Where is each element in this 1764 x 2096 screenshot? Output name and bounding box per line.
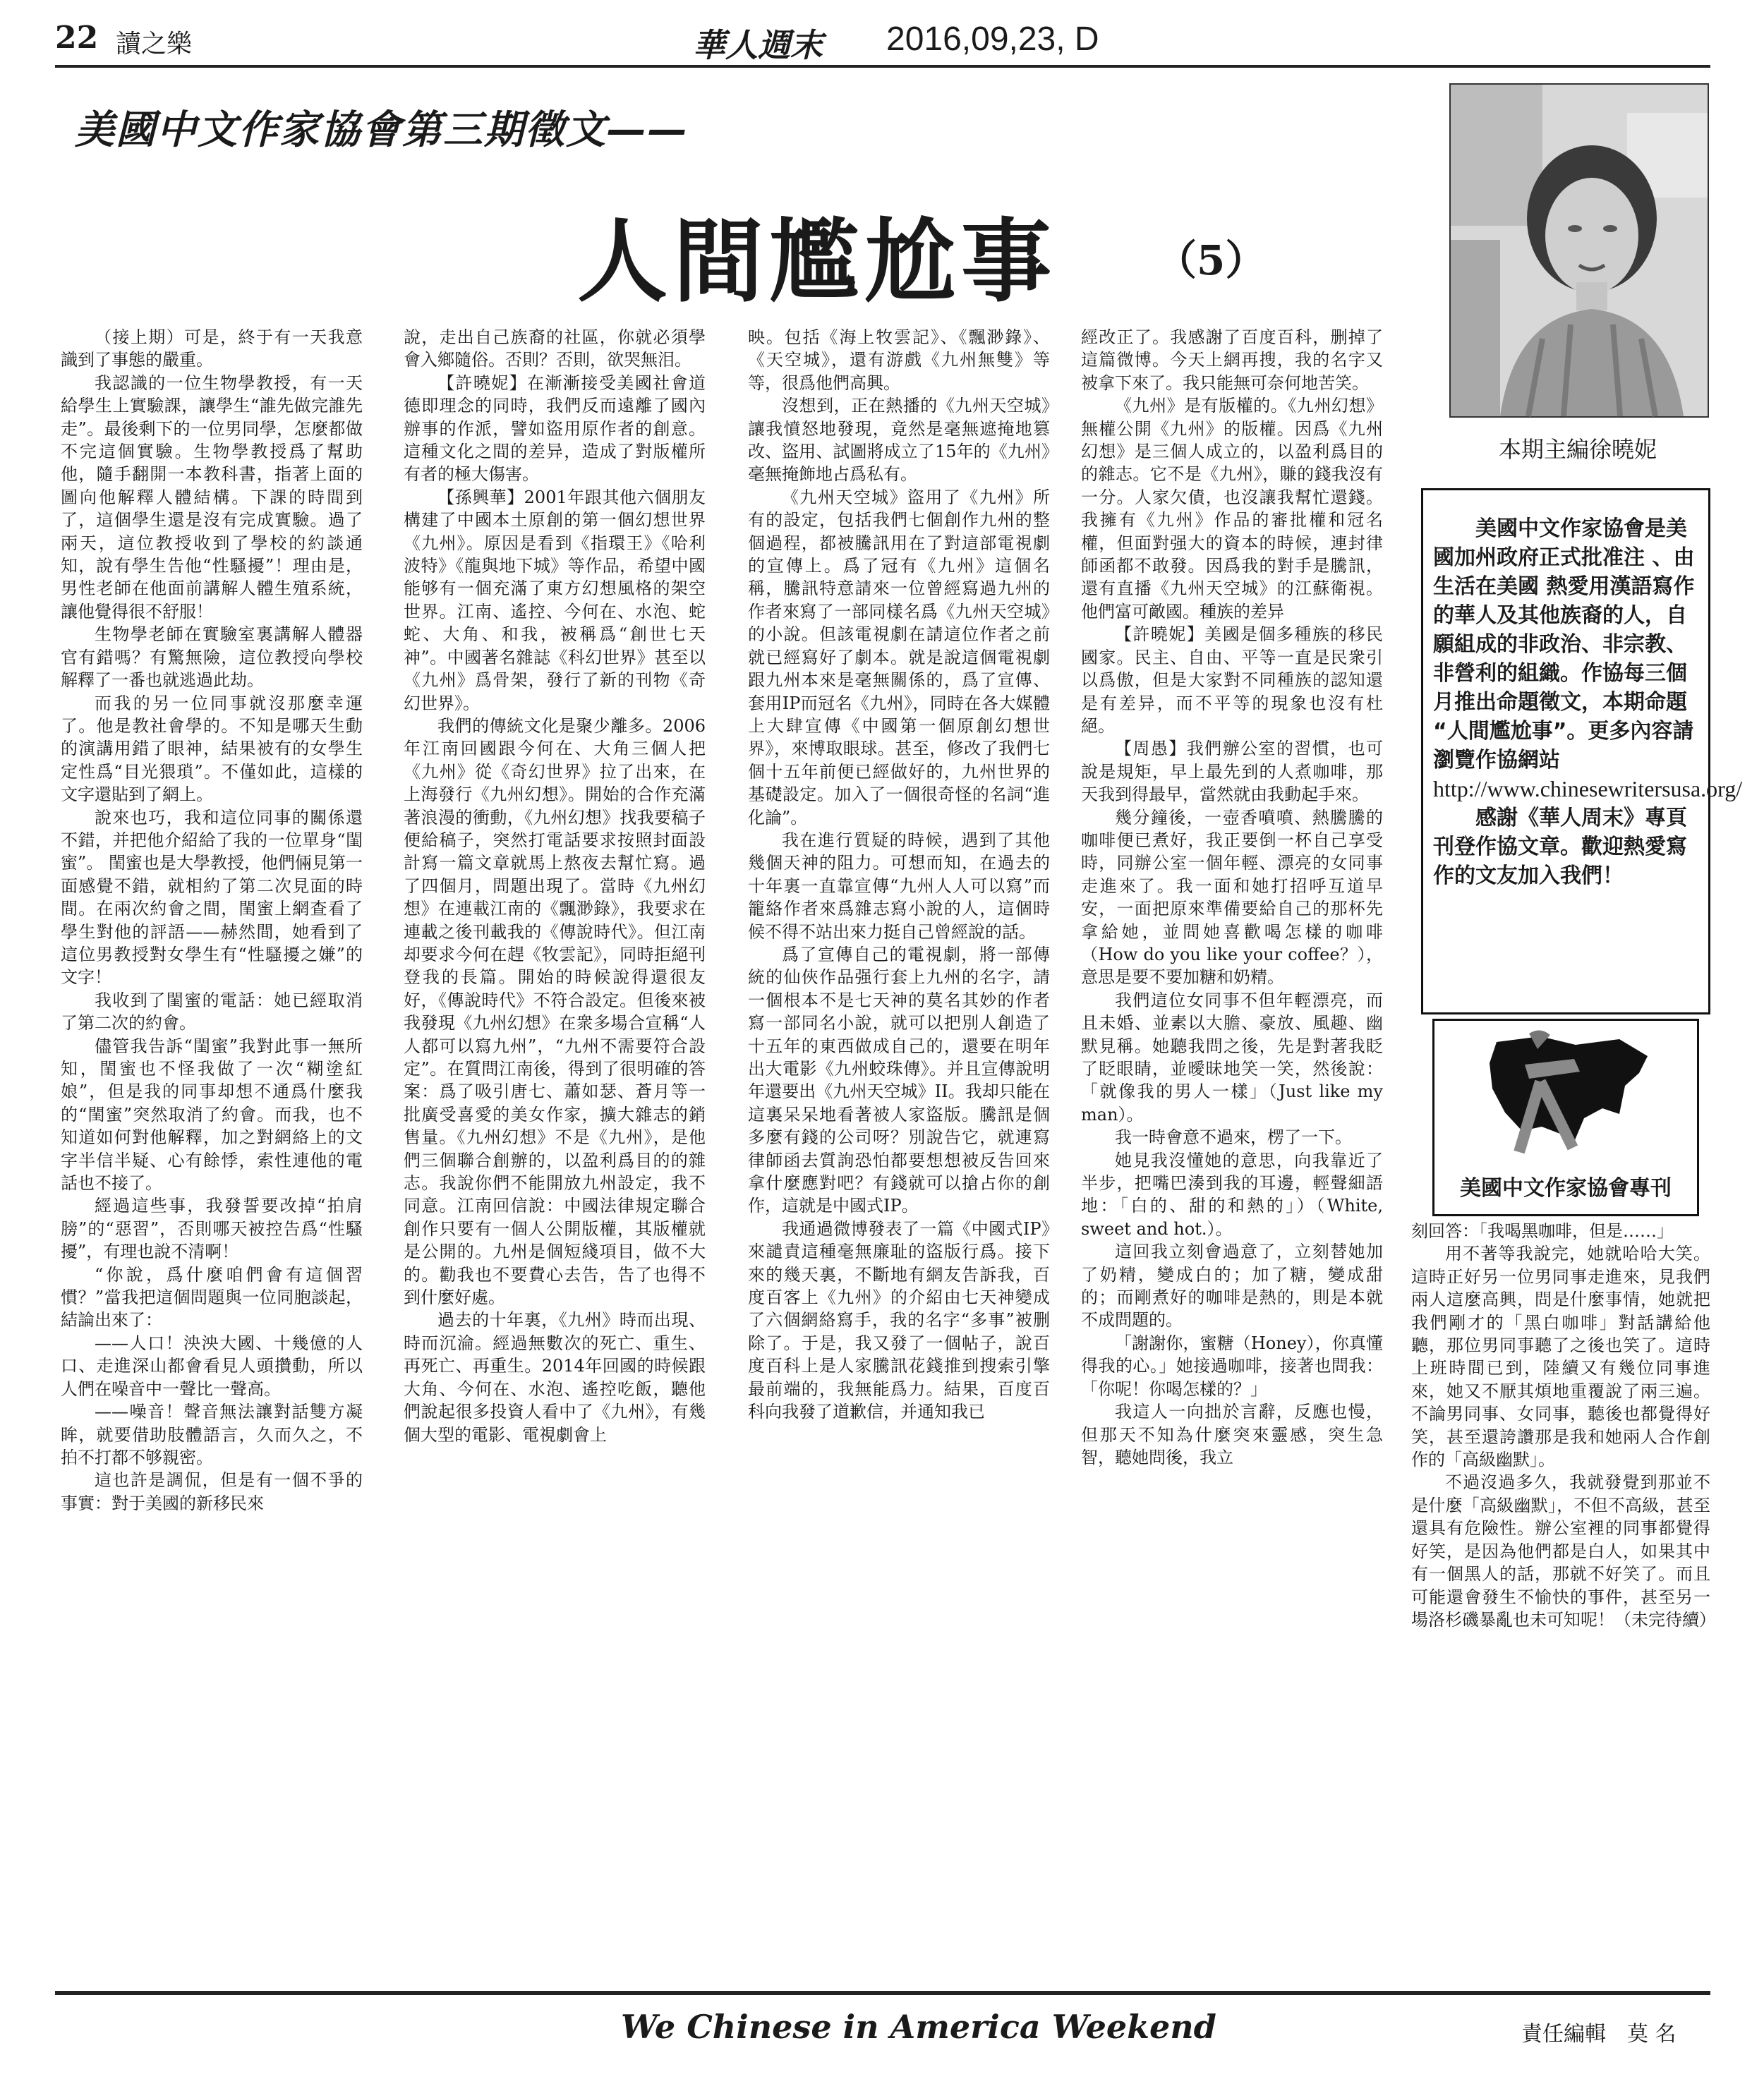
article-paragraph: 而我的另一位同事就沒那麼幸運了。他是教社會學的。不知是哪天生動的演講用錯了眼神，結果被有的女學生定性爲“目光猥瑣”。不僅如此，這樣的文字還貼到了網上。 (61, 693, 363, 805)
masthead-title: 華人週末 (693, 26, 823, 64)
article-paragraph: 這回我立刻會過意了，立刻替她加了奶精，變成白的；加了糖，變成甜的；而剛煮好的咖啡是熱的，則是本就不成問題的。 (1081, 1242, 1383, 1331)
association-info-text (1433, 514, 1743, 890)
article-paragraph: 說，走出自己族裔的社區，你就必須學會入鄉隨俗。否則？否則，欲哭無泪。 (404, 327, 706, 370)
association-info-box (1421, 488, 1743, 1014)
article-paragraph: 映。包括《海上牧雲記》、《飄渺錄》、《天空城》，還有游戲《九州無雙》等等，很爲他們高興。 (748, 327, 1050, 393)
page-header (55, 20, 1710, 63)
article-paragraph: 這也許是調侃，但是有一個不爭的事實：對于美國的新移民來 (61, 1470, 363, 1513)
article-paragraph: 經過這些事，我發誓要改掉“拍肩膀”的“惡習”，否則哪天被控告爲“性騷擾”，有理也說不清啊！ (61, 1196, 363, 1262)
footer-rule (55, 1991, 1710, 1995)
article-column-4 (1081, 326, 1383, 1467)
article-title: 人間尷尬事 (577, 210, 1058, 315)
article-paragraph: 用不著等我說完，她就哈哈大笑。這時正好另一位男同事走進來，見我們兩人這麼高興，問是什麼事情，她就把我們剛才的「黑白咖啡」對話講給他聽，那位男同事聽了之後也笑了。這時上班時間已到，陸續又有幾位同事進來，她又不厭其煩地重覆說了兩三遍。不論男同事、女同事，聽後也都覺得好笑，甚至還誇讚那是我和她兩人合作創作的「高級幽默」。 (1411, 1244, 1710, 1470)
article-paragraph: 我在進行質疑的時候，遇到了其他幾個天神的阻力。可想而知，在過去的十年裏一直靠宣傳“九州人人可以寫”而籠絡作者來爲雜志寫小說的人，這個時候不得不站出來力挺自己曾經說的話。 (748, 830, 1050, 942)
article-paragraph: 我這人一向拙於言辭，反應也慢，但那天不知為什麼突來靈感，突生急智，聽她問後，我立 (1081, 1402, 1383, 1467)
article-paragraph: 經改正了。我感謝了百度百科，删掉了這篇微博。今天上網再搜，我的名字又被拿下來了。我只能無可奈何地苦笑。 (1081, 327, 1383, 393)
article-paragraph: “你說，爲什麼咱們會有這個習慣？”當我把這個問題與一位同胞談起，結論出來了： (61, 1264, 363, 1331)
article-paragraph: 【孫興華】2001年跟其他六個朋友構建了中國本土原創的第一個幻想世界《九州》。原因是看到《指環王》《哈利波特》《龍與地下城》等作品，希望中國能够有一個充滿了東方幻想風格的架空世界。江南、遙控、今何在、水泡、蛇蛇、大角、和我，被稱爲“創世七天神”。中國著名雜誌《科幻世界》甚至以《九州》爲骨架，發行了新的刊物《奇幻世界》。 (404, 487, 706, 713)
article-paragraph: 我收到了閨蜜的電話：她已經取消了第二次的約會。 (61, 990, 363, 1034)
article-paragraph: 我們這位女同事不但年輕漂亮，而且未婚、並素以大膽、豪放、風趣、幽默見稱。她聽我問之後，先是對著我眨了眨眼睛，並曖昧地笑一笑，然後說：「就像我的男人一樣」（Just like my man）。 (1081, 990, 1383, 1125)
issue-date: 2016,09,23, D (886, 20, 1099, 58)
article-column-1 (61, 326, 363, 1984)
editor-portrait-image (1451, 85, 1708, 416)
article-paragraph: 我們的傳統文化是聚少離多。2006年江南回國跟今何在、大角三個人把《九州》從《奇幻世界》拉了出來，在上海發行《九州幻想》。開始的合作充滿著浪漫的衝動，《九州幻想》找我要稿子便給稿子，突然打電話要求按照封面設計寫一篇文章就馬上熬夜去幫忙寫。過了四個月，問題出現了。當時《九州幻想》在連載江南的《飄渺錄》，我要求在連載之後刊載我的《傳說時代》。但江南却要求今何在趕《牧雲記》，同時拒絕刊登我的長篇。開始的時候說得還很友好，《傳說時代》不符合設定。但後來被我發現《九州幻想》在衆多場合宣稱“人人都可以寫九州”，“九州不需要符合設定”。在質問江南後，得到了很明確的答案：爲了吸引唐七、蕭如瑟、蒼月等一批廣受喜愛的美女作家，擴大雜志的銷售量。《九州幻想》不是《九州》，是他們三個聯合創辦的，以盈利爲目的的雜志。我說你們不能開放九州設定，我不同意。江南回信說：中國法律規定聯合創作只要有一個人公開版權，其版權就是公開的。九州是個短綫項目，做不大的。勸我也不要費心去告，告了也得不到什麼好處。 (404, 715, 706, 1308)
article-column-2 (404, 326, 706, 1984)
article-paragraph: 《九州天空城》盜用了《九州》所有的設定，包括我們七個創作九州的整個過程，都被騰訊用在了對這部電視劇的宣傳上。爲了冠有《九州》這個名稱，騰訊特意請來一位曾經寫過九州的作者來寫了一部同樣名爲《九州天空城》的小說。但該電視劇在請這位作者之前就已經寫好了劇本。就是說這個電視劇跟九州本來是毫無關係的，爲了宣傳、套用IP而冠名《九州》，同時在各大媒體上大肆宣傳《中國第一個原創幻想世界》，來博取眼球。甚至，修改了我們七個十五年前便已經做好的，九州世界的基礎設定。加入了一個很奇怪的名詞“進化論”。 (748, 487, 1050, 828)
responsible-editor: 責任編輯 莫 名 (1521, 2022, 1677, 2047)
article-paragraph: ——人口！泱泱大國、十幾億的人口、走進深山都會看見人頭攢動，所以人們在噪音中一聲比一聲高。 (61, 1333, 363, 1399)
page-number: 22 (55, 20, 99, 56)
article-paragraph: ——噪音！聲音無法讓對話雙方凝眸，就要借助肢體語言，久而久之，不拍不打都不够親密。 (61, 1402, 363, 1467)
editor-photo (1449, 83, 1709, 418)
article-paragraph: 【周愚】我們辦公室的習慣，也可說是規矩，早上最先到的人煮咖啡，那天我到得最早，當然就由我動起手來。 (1081, 739, 1383, 805)
article-paragraph: 【許曉妮】美國是個多種族的移民國家。民主、自由、平等一直是民衆引以爲傲，但是大家對不同種族的認知還是有差异，而不平等的現象也沒有杜絕。 (1081, 624, 1383, 736)
series-heading: 美國中文作家協會第三期徵文—— (75, 107, 689, 153)
article-paragraph: 過去的十年裏，《九州》時而出現、時而沉淪。經過無數次的死亡、重生、再死亡、再重生。2014年回國的時候跟大角、今何在、水泡、遙控吃飯，聽他們說起很多投資人看中了《九州》，有幾個大型的電影、電視劇會上 (404, 1310, 706, 1445)
article-paragraph: 我通過微博發表了一篇《中國式IP》來譴責這種毫無廉耻的盜版行爲。接下來的幾天裏，不斷地有網友告訴我，百度百客上《九州》的介紹由七天神變成了六個網絡寫手，我的名字“多事”被删除了。于是，我又發了一個帖子，說百度百科上是人家騰訊花錢推到搜索引擎最前端的，我無能爲力。結果，百度百科向我發了道歉信，并通知我已 (748, 1218, 1050, 1422)
association-website-link[interactable]: http://www.chinesewritersusa.org/ (1433, 776, 1743, 801)
header-rule (55, 65, 1710, 68)
article-paragraph: 【許曉妮】在漸漸接受美國社會道德即理念的同時，我們反而遠離了國內辦事的作派，譬如盜用原作者的創意。這種文化之間的差异，造成了對版權所有者的極大傷害。 (404, 372, 706, 485)
article-column-5 (1411, 1220, 1716, 1982)
article-paragraph: 「謝謝你，蜜糖（Honey），你真懂得我的心。」她接過咖啡，接著也問我：「你呢！你喝怎樣的？」 (1081, 1333, 1383, 1399)
article-paragraph: 《九州》是有版權的。《九州幻想》無權公開《九州》的版權。因爲《九州幻想》是三個人成立的，以盈利爲目的的雜志。它不是《九州》，賺的錢我沒有一分。人家欠債，也沒讓我幫忙還錢。我擁有《九州》作品的審批權和冠名權，但面對强大的資本的時候，連封律師函都不敢發。因爲我的對手是騰訊，還有直播《九州天空城》的江蘇衛視。他們富可敵國。種族的差异 (1081, 396, 1383, 622)
article-paragraph: 她見我沒懂她的意思，向我靠近了半步，把嘴巴湊到我的耳邊，輕聲細語地：「白的、甜的和熱的」）（White, sweet and hot.）。 (1081, 1150, 1383, 1239)
thanks-note: 感謝《華人周末》專頁刊登作協文章。歡迎熱愛寫作的文友加入我們！ (1433, 806, 1687, 888)
association-logo-icon (1434, 1021, 1697, 1162)
article-paragraph: 爲了宣傳自己的電視劇，將一部傳統的仙俠作品强行套上九州的名字，請一個根本不是七天神的莫名其妙的作者寫一部同名小說，就可以把別人創造了十五年的東西做成自己的，還要在明年出大電影《九州蛟珠傳》。并且宣傳說明年還要出《九州天空城》II。我却只能在這裏呆呆地看著被人家盜版。騰訊是個多麼有錢的公司呀？別說告它，就連寫律師函去質詢恐怕都要想想被反告回來拿什麼應對吧？有錢就可以搶占你的創作，這就是中國式IP。 (748, 944, 1050, 1216)
article-paragraph: 說來也巧，我和這位同事的關係還不錯，并把他介紹給了我的一位單身“閨蜜”。 閨蜜也是大學教授，他們倆見第一面感覺不錯，就相約了第二次見面的時間。在兩次約會之間，閨蜜上網查看了學生對他的評語——赫然間，她看到了這位男教授對女學生有“性騷擾之嫌”的文字！ (61, 807, 363, 988)
article-paragraph: 刻回答：「我喝黑咖啡，但是……」 (1411, 1221, 1674, 1241)
association-logo-label: 美國中文作家協會專刊 (1460, 1176, 1672, 1201)
association-description: 美國中文作家協會是美國加州政府正式批准注 、由生活在美國 熱愛用漢語寫作的華人及其他族裔的人，自願組成的非政治、非宗教、非營利的組織。作協每三個月推出命題徵文，本期命題 “人間尷尬事”。更多內容請瀏覽作協網站 (1433, 516, 1695, 773)
article-paragraph: 沒想到，正在熱播的《九州天空城》讓我憤怒地發現，竟然是毫無遮掩地篡改、盜用、試圖將成立了15年的《九州》毫無掩飾地占爲私有。 (748, 396, 1050, 485)
article-column-3 (748, 326, 1050, 1984)
publication-footer: We Chinese in America Weekend (621, 2008, 1216, 2046)
article-paragraph: 我認識的一位生物學教授，有一天給學生上實驗課，讓學生“誰先做完誰先走”。最後剩下的一位男同學，怎麼都做不完這個實驗。生物學教授爲了幫助他，隨手翻開一本教科書，指著上面的圖向他解釋人體結構。下課的時間到了，這個學生還是沒有完成實驗。過了兩天，這位教授收到了學校的約談通知，說有學生告他“性騷擾”！理由是，男性老師在他面前講解人體生殖系統，讓他覺得很不舒服！ (61, 372, 363, 622)
section-name: 讀之樂 (116, 30, 193, 59)
article-paragraph: 不過沒過多久，我就發覺到那並不是什麼「高級幽默」，不但不高級，甚至還具有危險性。辦公室裡的同事都覺得好笑，是因為他們都是白人，如果其中有一個黑人的話，那就不好笑了。而且可能還會發生不愉快的事件，甚至另一場洛杉磯暴亂也未可知呢！（未完待續） (1411, 1472, 1716, 1630)
article-paragraph: 生物學老師在實驗室裏講解人體器官有錯嗎？有驚無險，這位教授向學校解釋了一番也就逃過此劫。 (61, 624, 363, 691)
article-paragraph: 儘管我告訴“閨蜜”我對此事一無所知，閨蜜也不怪我做了一次“糊塗紅娘”，但是我的同事却想不通爲什麼我的“閨蜜”突然取消了約會。而我，也不知道如何對他解釋，加之對網絡上的文字半信半疑、心有餘悸，索性連他的電話也不接了。 (61, 1036, 363, 1194)
article-paragraph: 幾分鐘後，一壺香噴噴、熱騰騰的咖啡便已煮好，我正要倒一杯自己享受時，同辦公室一個年輕、漂亮的女同事走進來了。我一面和她打招呼互道早安，一面把原來準備要給自己的那杯先拿給她，並問她喜歡喝怎樣的咖啡（How do you like your coffee？），意思是要不要加糖和奶精。 (1081, 807, 1383, 988)
article-paragraph: （接上期）可是，終于有一天我意識到了事態的嚴重。 (61, 327, 363, 370)
photo-caption: 本期主編徐曉妮 (1498, 436, 1657, 463)
association-logo-box (1432, 1019, 1699, 1216)
part-number: （5） (1156, 236, 1267, 284)
article-paragraph: 我一時會意不過來，楞了一下。 (1115, 1127, 1352, 1148)
